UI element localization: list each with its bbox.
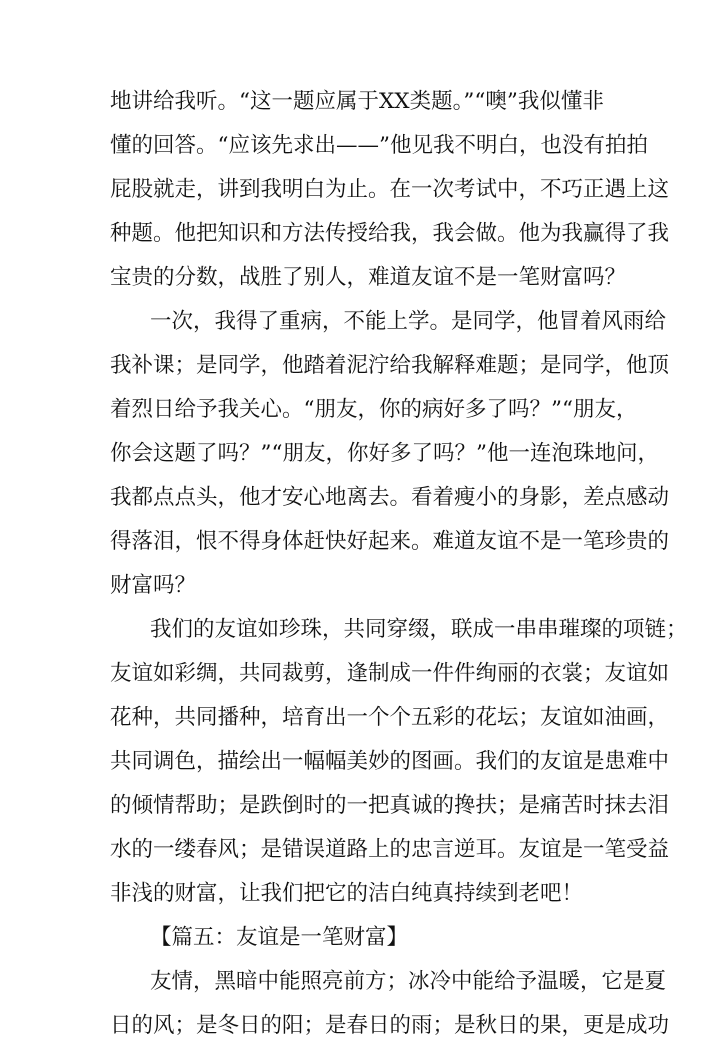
- text-line: 种题。他把知识和方法传授给我，我会做。他为我赢得了我: [110, 221, 670, 246]
- paragraph-start-line: 我们的友谊如珍珠，共同穿缀，联成一串串璀璨的项链；: [150, 617, 688, 642]
- text-line: 花种，共同播种，培育出一个个五彩的花坛；友谊如油画，: [110, 705, 670, 730]
- text-line: 你会这题了吗？”“朋友，你好多了吗？”他一连泡珠地问，: [110, 441, 659, 466]
- text-line: 我补课；是同学，他踏着泥泞给我解释难题；是同学，他顶: [110, 353, 670, 378]
- text-line: 屁股就走，讲到我明白为止。在一次考试中，不巧正遇上这: [110, 177, 670, 202]
- text-line: 的倾情帮助；是跌倒时的一把真诚的搀扶；是痛苦时抹去泪: [110, 793, 670, 818]
- text-line: 宝贵的分数，战胜了别人，难道友谊不是一笔财富吗？: [110, 265, 627, 290]
- paragraph-start-line: 一次，我得了重病，不能上学。是同学，他冒着风雨给: [150, 309, 667, 334]
- text-line: 水的一缕春风；是错误道路上的忠言逆耳。友谊是一笔受益: [110, 837, 670, 862]
- text-line: 着烈日给予我关心。“朋友，你的病好多了吗？”“朋友，: [110, 397, 638, 422]
- text-line: 日的风；是冬日的阳；是春日的雨；是秋日的果，更是成功: [110, 1013, 670, 1038]
- text-line: 财富吗？: [110, 573, 197, 598]
- text-line: 得落泪，恨不得身体赶快好起来。难道友谊不是一笔珍贵的: [110, 529, 670, 554]
- text-line: 懂的回答。“应该先求出——”他见我不明白，也没有拍拍: [110, 133, 648, 158]
- text-line: 地讲给我听。“这一题应属于XX类题。”“噢”我似懂非: [110, 89, 604, 114]
- text-line: 我都点点头，他才安心地离去。看着瘦小的身影，差点感动: [110, 485, 670, 510]
- text-line: 非浅的财富，让我们把它的洁白纯真持续到老吧！: [110, 881, 584, 906]
- text-line: 友谊如彩绸，共同裁剪，逢制成一件件绚丽的衣裳；友谊如: [110, 661, 670, 686]
- text-line: 共同调色，描绘出一幅幅美妙的图画。我们的友谊是患难中: [110, 749, 670, 774]
- paragraph-start-line: 友情，黑暗中能照亮前方；冰冷中能给予温暖，它是夏: [150, 969, 667, 994]
- section-heading: 【篇五：友谊是一笔财富】: [150, 925, 409, 950]
